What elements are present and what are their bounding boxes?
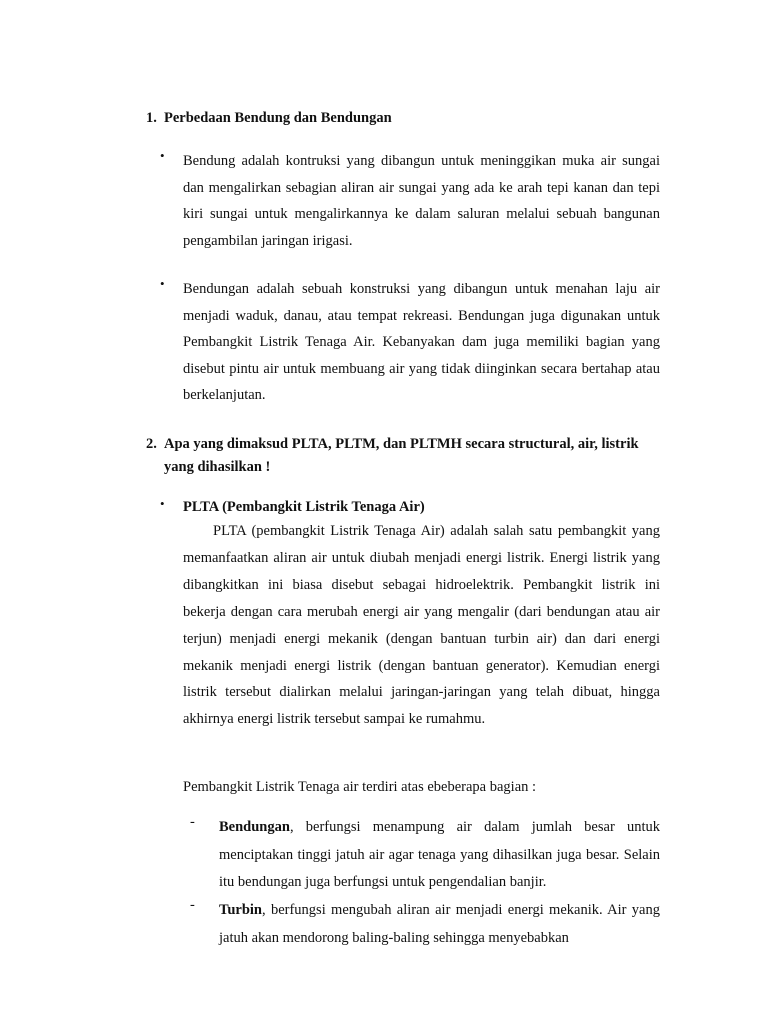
bullet-dot-icon: • [160, 496, 165, 511]
bullet-bendung-text: Bendung adalah kontruksi yang dibangun untuk meninggikan muka air sungai dan mengalirkan sebagian aliran air sungai yang ada ke arah tepi kanan dan tepi kiri sungai untuk mengalirkannya ke dalam saluran melalui sebuah bangunan pengambilan jaringan irigasi. [183, 153, 660, 249]
part-turbin-desc: , berfungsi mengubah aliran air menjadi energi mekanik. Air yang jatuh akan mendorong baling-baling sehingga menyebabkan [219, 902, 660, 946]
part-bendungan-term: Bendungan [219, 819, 290, 835]
section-1-number: 1. [146, 110, 157, 126]
bullet-bendungan [160, 276, 660, 409]
part-turbin [190, 897, 660, 952]
bullet-bendungan-text: Bendungan adalah sebuah konstruksi yang dibangun untuk menahan laju air menjadi waduk, danau, atau tempat rekreasi. Bendungan juga digunakan untuk Pembangkit Listrik Tenaga Air. Kebanyakan dam juga memiliki bagian yang disebut pintu air untuk membuang air yang tidak diinginkan secara bertahap atau berkelanjutan. [183, 281, 660, 403]
part-turbin-term: Turbin [219, 902, 262, 918]
dash-marker: - [190, 814, 195, 830]
part-bendungan-text [219, 814, 660, 897]
dash-marker: - [190, 897, 195, 913]
bullet-dot-icon: • [160, 276, 165, 291]
section-2-heading [146, 433, 666, 479]
section-2-title: Apa yang dimaksud PLTA, PLTM, dan PLTMH secara structural, air, listrik yang dihasilkan ! [164, 436, 639, 475]
bullet-bendung [160, 148, 660, 254]
section-2-number: 2. [146, 436, 157, 452]
plta-paragraph: PLTA (pembangkit Listrik Tenaga Air) adalah salah satu pembangkit yang memanfaatkan aliran air untuk diubah menjadi energi listrik. Energi listrik yang dibangkitkan ini biasa disebut sebagai hidroelektrik. Pembangkit listrik ini bekerja dengan cara merubah energi air yang mengalir (dari bendungan atau air terjun) menjadi energi mekanik (dengan bantuan turbin air) dan dari energi mekanik menjadi energi listrik (dengan bantuan generator). Kemudian energi listrik tersebut dialirkan melalui jaringan-jaringan yang telah dibuat, hingga akhirnya energi listrik tersebut sampai ke rumahmu. [183, 523, 660, 728]
section-1-heading [146, 107, 666, 130]
part-turbin-text [219, 897, 660, 952]
section-1-title: Perbedaan Bendung dan Bendungan [164, 110, 392, 126]
part-bendungan [190, 814, 660, 897]
plta-title: PLTA (Pembangkit Listrik Tenaga Air) [183, 499, 425, 515]
parts-intro: Pembangkit Listrik Tenaga air terdiri atas ebeberapa bagian : [183, 779, 537, 795]
bullet-plta [160, 496, 660, 733]
plta-body [183, 496, 660, 733]
part-bendungan-desc: , berfungsi menampung air dalam jumlah besar untuk menciptakan tinggi jatuh air agar tenaga yang dihasilkan juga besar. Selain itu bendungan juga berfungsi untuk pengendalian banjir. [219, 819, 660, 890]
bullet-dot-icon: • [160, 148, 165, 163]
